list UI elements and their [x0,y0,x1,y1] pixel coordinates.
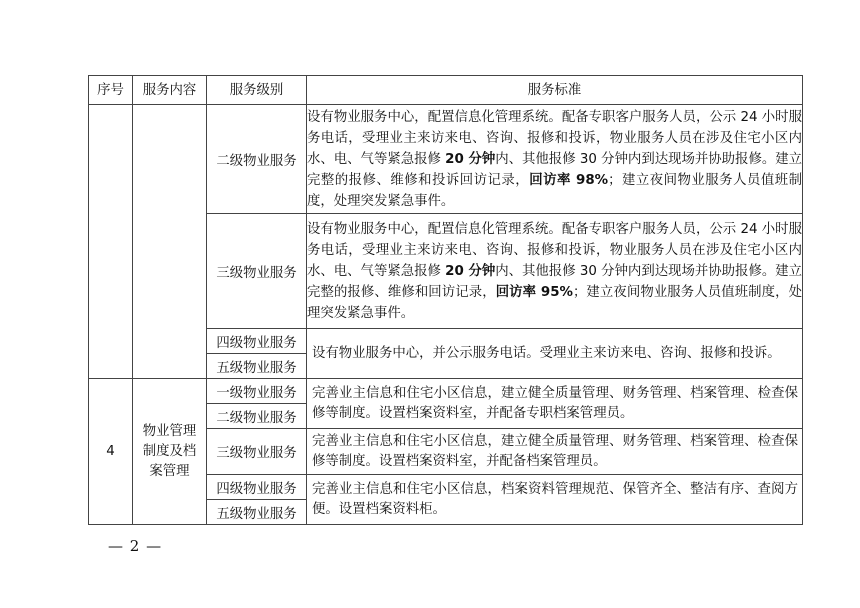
header-service-standard: 服务标准 [307,76,803,105]
header-service-level: 服务级别 [207,76,307,105]
page-number: — 2 — [108,537,163,555]
standard-cell [307,214,803,329]
category-text: 物业管理制度及档案管理 [142,423,197,479]
category-cell-continued [133,105,207,379]
standard-cell: 完善业主信息和住宅小区信息，档案资料管理规范、保管齐全、整洁有序、查阅方便。设置档案资料柜。 [307,475,803,525]
standard-bold-rate: 回访率 98% [529,172,609,188]
standard-text: 设有物业服务中心，配置信息化管理系统。配备专职客户服务人员，公示 24 小时服务电话，受理业主来访来电、咨询、报修和投诉，物业服务人员在涉及住宅小区内水、电、气等紧急报修 [307,109,802,167]
standard-text: ；建立夜间物业服务人员值班制度，处理突发紧急事件。 [307,172,803,209]
standard-cell: 完善业主信息和住宅小区信息，建立健全质量管理、财务管理、档案管理、检查保修等制度。设置档案资料室，并配备专职档案管理员。 [307,379,803,429]
standard-text: 内、其他报修 30 分钟内到达现场并协助报修。建立完整的报修、维修和回访记录， [307,263,803,300]
table-row [89,105,803,214]
category-cell [133,379,207,525]
level-cell: 二级物业服务 [207,105,307,214]
standard-text: ；建立夜间物业服务人员值班制度，处理突发紧急事件。 [307,284,803,321]
standard-text: 设有物业服务中心，配置信息化管理系统。配备专职客户服务人员，公示 24 小时服务电话，受理业主来访来电、咨询、报修和投诉，物业服务人员在涉及住宅小区内水、电、气等紧急报修 [307,221,802,279]
standard-bold-rate: 回访率 95% [495,284,573,300]
table-header-row [89,76,803,105]
level-cell: 三级物业服务 [207,214,307,329]
level-cell: 四级物业服务 [207,329,307,354]
level-cell: 三级物业服务 [207,429,307,475]
standard-bold-time: 20 分钟 [445,263,496,279]
level-cell: 一级物业服务 [207,379,307,404]
header-serial: 序号 [89,76,133,105]
header-service-content: 服务内容 [133,76,207,105]
standard-cell: 完善业主信息和住宅小区信息，建立健全质量管理、财务管理、档案管理、检查保修等制度。设置档案资料室，并配备档案管理员。 [307,429,803,475]
level-cell: 四级物业服务 [207,475,307,500]
standard-cell [307,105,803,214]
level-cell: 五级物业服务 [207,500,307,525]
standard-text: 内、其他报修 30 分钟内到达现场并协助报修。建立完整的报修、维修和投诉回访记录， [307,151,803,188]
level-cell: 五级物业服务 [207,354,307,379]
service-standards-table [88,75,803,525]
table-row [89,379,803,404]
level-cell: 二级物业服务 [207,404,307,429]
serial-cell: 4 [89,379,133,525]
standard-cell: 设有物业服务中心，并公示服务电话。受理业主来访来电、咨询、报修和投诉。 [307,329,803,379]
standard-bold-time: 20 分钟 [445,151,496,167]
serial-cell-continued [89,105,133,379]
